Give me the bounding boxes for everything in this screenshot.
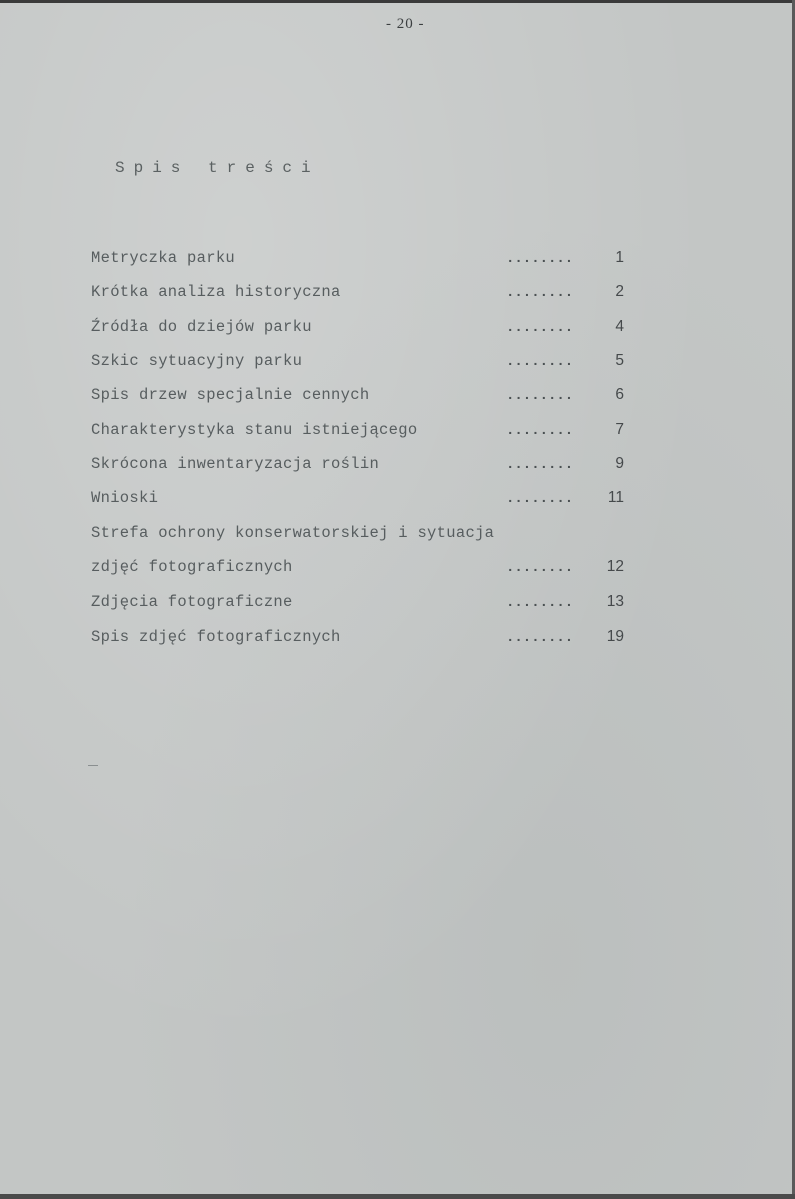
scan-edge-top: [0, 0, 795, 3]
toc-entry-label: Wnioski: [91, 489, 159, 507]
toc-entry-leader: ........: [506, 595, 574, 611]
toc-entry-leader: ........: [506, 320, 574, 336]
toc-entry-label: Metryczka parku: [91, 249, 236, 267]
toc-entry-label: Zdjęcia fotograficzne: [91, 593, 293, 611]
toc-entry-page: 7: [615, 421, 624, 438]
toc-entry: [0, 421, 795, 451]
toc-entry-label: Krótka analiza historyczna: [91, 283, 341, 301]
toc-entry-leader: ........: [506, 285, 574, 301]
toc-entry-label: Charakterystyka stanu istniejącego: [91, 421, 418, 439]
toc-entry-page: 13: [606, 593, 624, 610]
toc-entry: [0, 628, 795, 658]
toc-entry-page: 5: [615, 352, 624, 369]
toc-entry-label: Strefa ochrony konserwatorskiej i sytuacja: [91, 524, 495, 542]
toc-entry: [0, 558, 795, 588]
toc-entry: [0, 524, 795, 554]
toc-entry-page: 9: [615, 455, 624, 472]
toc-entry-page: 2: [615, 283, 624, 300]
toc-entry-leader: ........: [506, 354, 574, 370]
margin-mark: [88, 765, 98, 766]
toc-entry: [0, 593, 795, 623]
toc-entry-leader: ........: [506, 560, 574, 576]
toc-entry-page: 4: [615, 318, 624, 335]
toc-entry-leader: ........: [506, 251, 574, 267]
toc-entry-leader: ........: [506, 491, 574, 507]
page-title: Spis treści: [115, 159, 320, 177]
toc-entry: [0, 283, 795, 313]
toc-entry-label: Źródła do dziejów parku: [91, 318, 312, 336]
toc-entry-label: Spis drzew specjalnie cennych: [91, 386, 370, 404]
toc-entry-label: zdjęć fotograficznych: [91, 558, 293, 576]
toc-entry-page: 1: [615, 249, 624, 266]
toc-entry-page: 19: [606, 628, 624, 645]
toc-entry-leader: ........: [506, 457, 574, 473]
toc-entry-leader: ........: [506, 630, 574, 646]
toc-entry-label: Skrócona inwentaryzacja roślin: [91, 455, 380, 473]
page-number: - 20 -: [386, 16, 425, 32]
toc-entry-leader: ........: [506, 388, 574, 404]
scan-edge-bottom: [0, 1194, 795, 1199]
toc-entry: [0, 386, 795, 416]
toc-entry-page: 11: [607, 489, 624, 506]
toc-entry-label: Spis zdjęć fotograficznych: [91, 628, 341, 646]
toc-entry-page: 12: [606, 558, 624, 575]
toc-entry: [0, 455, 795, 485]
toc-entry: [0, 318, 795, 348]
toc-entry-label: Szkic sytuacyjny parku: [91, 352, 303, 370]
toc-entry: [0, 489, 795, 519]
toc-entry-page: 6: [615, 386, 624, 403]
toc-entry-leader: ........: [506, 423, 574, 439]
toc-entry: [0, 249, 795, 279]
toc-entry: [0, 352, 795, 382]
